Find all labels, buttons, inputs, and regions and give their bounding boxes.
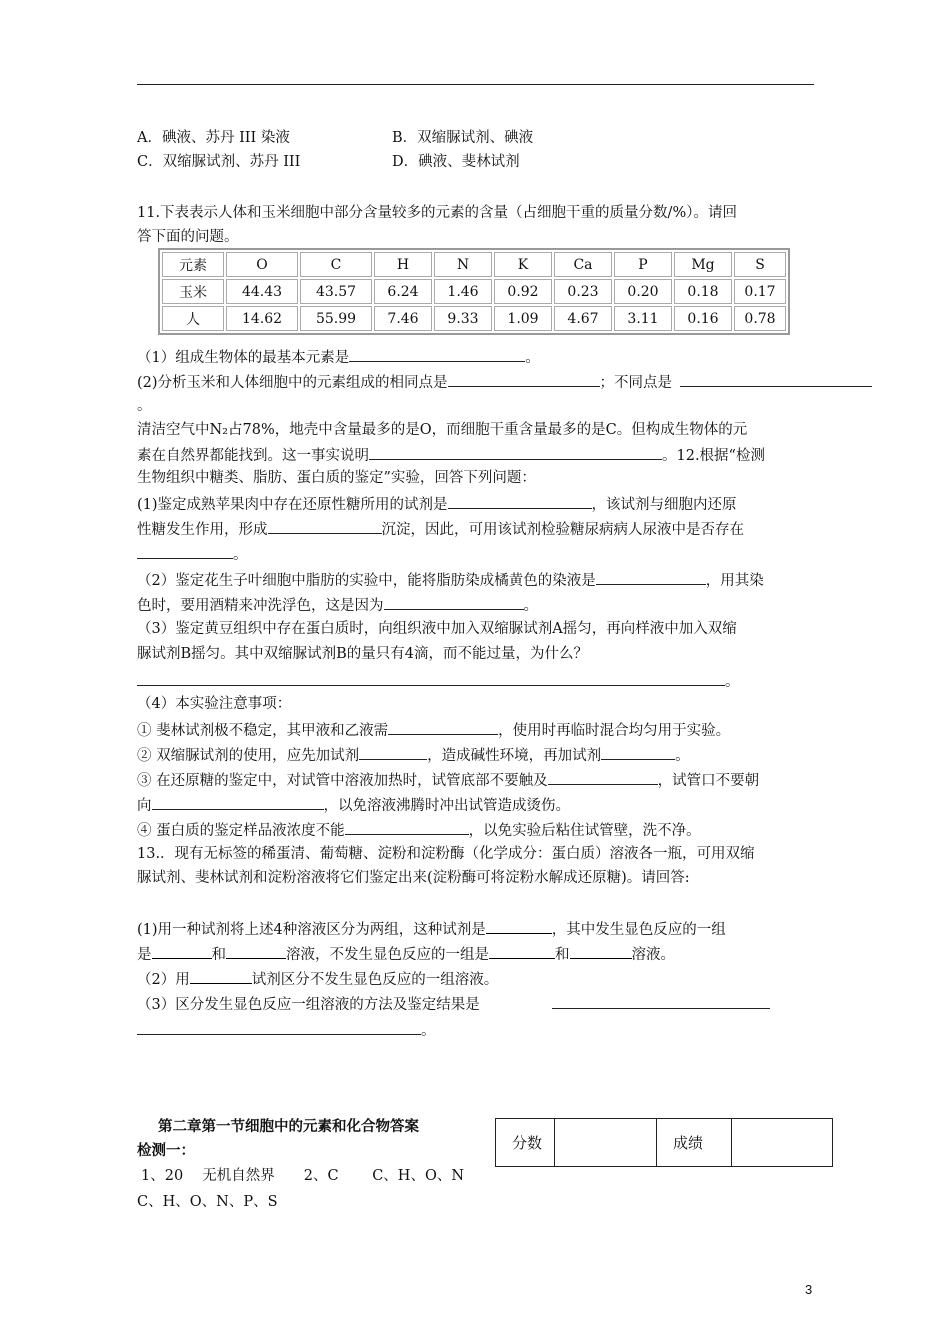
table-row xyxy=(162,252,786,277)
table-cell: 1.09 xyxy=(494,306,552,331)
answer-blank[interactable] xyxy=(137,670,725,686)
q13-part1-line1 xyxy=(137,918,726,940)
table-cell: 14.62 xyxy=(226,306,298,331)
answer-blank[interactable] xyxy=(448,371,600,387)
table-cell: 6.24 xyxy=(374,279,432,304)
answer-blank[interactable] xyxy=(486,918,552,934)
table-cell: Ca xyxy=(554,252,612,277)
q12-part1-line3 xyxy=(137,543,248,565)
option-b: B．双缩脲试剂、碘液 xyxy=(392,130,534,146)
answers-line2: C、H、O、N、P、S xyxy=(137,1194,278,1210)
table-cell: K xyxy=(494,252,552,277)
page-number: 3 xyxy=(805,1282,813,1297)
q11-part1 xyxy=(137,346,540,368)
q13-part3-line2 xyxy=(137,1019,436,1041)
q12-part3-line2: 脲试剂B摇匀。其中双缩脲试剂B的量只有4滴，而不能过量，为什么？ xyxy=(137,646,589,662)
answers-title: 第二章第一节细胞中的元素和化合物答案 xyxy=(158,1118,419,1135)
q12-note3-text2: ，试管口不要朝 xyxy=(657,773,760,789)
q12-note3-text4: ，以免溶液沸腾时冲出试管造成烫伤。 xyxy=(323,798,570,814)
q12-note3-text: ③ 在还原糖的鉴定中，对试管中溶液加热时，试管底部不要触及 xyxy=(137,773,548,789)
answer-blank[interactable] xyxy=(552,993,770,1009)
q11-part1-end: 。 xyxy=(525,350,540,366)
table-cell: C xyxy=(300,252,372,277)
answer-blank[interactable] xyxy=(152,794,324,810)
q12-part3-line1: （3）鉴定黄豆组织中存在蛋白质时，向组织液中加入双缩脲试剂A摇匀，再向样液中加入双缩 xyxy=(137,621,737,637)
table-cell: 玉米 xyxy=(162,279,224,304)
table-cell: 0.78 xyxy=(734,306,786,331)
q12-note1-text: ① 斐林试剂极不稳定，其甲液和乙液需 xyxy=(137,723,389,739)
table-cell: 55.99 xyxy=(300,306,372,331)
q12-note1-text2: ，使用时再临时混合均匀用于实验。 xyxy=(498,723,731,739)
table-cell: H xyxy=(374,252,432,277)
answer-blank[interactable] xyxy=(548,769,658,785)
element-table xyxy=(158,248,790,335)
q12-note4 xyxy=(137,819,701,841)
q13-line2: 脲试剂、斐林试剂和淀粉溶液将它们鉴定出来(淀粉酶可将淀粉水解成还原糖)。请回答: xyxy=(137,870,690,886)
q12-part1-text: (1)鉴定成熟苹果肉中存在还原性糖所用的试剂是 xyxy=(137,497,448,513)
table-cell: O xyxy=(226,252,298,277)
option-d: D．碘液、斐林试剂 xyxy=(392,154,520,170)
q13-part1-line2 xyxy=(137,943,675,965)
q13-line1: 13.．现有无标签的稀蛋清、葡萄糖、淀粉和淀粉酶（化学成分：蛋白质）溶液各一瓶，可用双缩 xyxy=(137,846,755,862)
answer-blank[interactable] xyxy=(596,569,706,585)
table-cell: 1.46 xyxy=(434,279,492,304)
q12-note2 xyxy=(137,744,690,766)
q13-part1-end: 溶液。 xyxy=(631,947,675,963)
q13-part3-line1 xyxy=(137,993,770,1015)
table-cell: 0.16 xyxy=(674,306,732,331)
q13-part3-end: 。 xyxy=(421,1023,436,1039)
q13-part1-and2: 和 xyxy=(555,947,570,963)
table-cell: 43.57 xyxy=(300,279,372,304)
answer-blank[interactable] xyxy=(137,543,233,559)
q13-part1-text: (1)用一种试剂将上述4种溶液区分为两组，这种试剂是 xyxy=(137,922,486,938)
answers-line1: 1、20 无机自然界 2、C C、H、O、N xyxy=(141,1168,465,1184)
q11-line1: 11.下表表示人体和玉米细胞中部分含量较多的元素的含量（占细胞干重的质量分数/%）。请回 xyxy=(137,205,737,221)
score-label: 分数 xyxy=(496,1119,555,1167)
table-cell: 4.67 xyxy=(554,306,612,331)
q11-line2: 答下面的问题。 xyxy=(137,229,239,245)
option-a: A．碘液、苏丹 III 染液 xyxy=(137,130,290,146)
q12-part2-line2 xyxy=(137,594,538,616)
answer-blank[interactable] xyxy=(388,719,498,735)
q11-fact-line1: 清洁空气中N₂占78%，地壳中含量最多的是O，而细胞干重含量最多的是C。但构成生物体的元 xyxy=(137,422,748,438)
option-c: C．双缩脲试剂、苏丹 III xyxy=(137,154,301,170)
q11-part1-text: （1）组成生物体的最基本元素是 xyxy=(137,350,350,366)
table-cell: 0.18 xyxy=(674,279,732,304)
q12-part3-line3 xyxy=(137,670,740,692)
q12-part1-end: 。 xyxy=(233,547,248,563)
answer-blank[interactable] xyxy=(190,968,252,984)
table-cell: N xyxy=(434,252,492,277)
answer-blank[interactable] xyxy=(349,346,525,362)
table-cell: 0.17 xyxy=(734,279,786,304)
table-cell: 9.33 xyxy=(434,306,492,331)
table-cell: 元素 xyxy=(162,252,224,277)
answer-blank[interactable] xyxy=(384,594,524,610)
answer-blank[interactable] xyxy=(369,444,662,460)
table-cell: 人 xyxy=(162,306,224,331)
grade-value-cell[interactable] xyxy=(732,1119,833,1167)
q12-part2-text2: ，用其染 xyxy=(705,573,764,589)
header-rule xyxy=(137,84,814,85)
q12-note4-text2: ，以免实验后粘住试管壁，洗不净。 xyxy=(468,823,701,839)
q13-part1-text4: 溶液，不发生显色反应的一组是 xyxy=(286,947,489,963)
table-row xyxy=(496,1119,833,1167)
answer-blank[interactable] xyxy=(570,943,632,959)
q12-note3-text3: 向 xyxy=(137,798,152,814)
answer-blank[interactable] xyxy=(680,371,872,387)
q11-part2 xyxy=(137,371,872,393)
answer-blank[interactable] xyxy=(345,819,469,835)
q12-intro-line: 生物组织中糖类、脂肪、蛋白质的鉴定”实验，回答下列问题： xyxy=(137,470,536,486)
table-cell: 44.43 xyxy=(226,279,298,304)
table-cell: Mg xyxy=(674,252,732,277)
table-cell: P xyxy=(614,252,672,277)
q12-intro: 。12.根据“检测 xyxy=(662,448,765,464)
q12-note3-line1 xyxy=(137,769,759,791)
q12-note2-text: ② 双缩脲试剂的使用，应先加试剂 xyxy=(137,748,360,764)
grade-label: 成绩 xyxy=(657,1119,732,1167)
answer-blank[interactable] xyxy=(359,744,427,760)
q13-part3-text: （3）区分发生显色反应一组溶液的方法及鉴定结果是 xyxy=(137,997,480,1013)
q13-part2 xyxy=(137,968,498,990)
score-value-cell[interactable] xyxy=(555,1119,657,1167)
answer-blank[interactable] xyxy=(489,943,555,959)
answer-blank[interactable] xyxy=(448,493,592,509)
table-cell: S xyxy=(734,252,786,277)
q12-note1 xyxy=(137,719,730,741)
score-table xyxy=(495,1118,833,1167)
answer-blank[interactable] xyxy=(268,518,382,534)
answer-blank[interactable] xyxy=(152,943,212,959)
answer-blank[interactable] xyxy=(226,943,286,959)
q12-part4-title: （4）本实验注意事项： xyxy=(137,696,292,712)
answer-blank[interactable] xyxy=(601,744,675,760)
answers-subtitle: 检测一： xyxy=(137,1142,195,1159)
q12-note3-line2 xyxy=(137,794,570,816)
q12-part2-end: 。 xyxy=(523,598,538,614)
q12-note2-end: 。 xyxy=(675,748,690,764)
table-cell: 0.92 xyxy=(494,279,552,304)
q13-part1-text2: ，其中发生显色反应的一组 xyxy=(551,922,726,938)
q12-note2-text2: ，造成碱性环境，再加试剂 xyxy=(427,748,602,764)
q12-part2-line1 xyxy=(137,569,764,591)
q11-part2-text: (2)分析玉米和人体细胞中的元素组成的相同点是 xyxy=(137,375,448,391)
q13-part2-text2: 试剂区分不发生显色反应的一组溶液。 xyxy=(251,972,499,988)
q13-part1-and1: 和 xyxy=(211,947,226,963)
q13-part2-text: （2）用 xyxy=(137,972,190,988)
q12-part1-text3: 性糖发生作用，形成 xyxy=(137,522,268,538)
q12-part2-text: （2）鉴定花生子叶细胞中脂肪的实验中，能将脂肪染成橘黄色的染液是 xyxy=(137,573,596,589)
table-cell: 3.11 xyxy=(614,306,672,331)
q12-part1-line1 xyxy=(137,493,737,515)
q12-part1-line2 xyxy=(137,518,744,540)
q11-fact-line2 xyxy=(137,444,765,466)
q11-fact-text: 素在自然界都能找到。这一事实说明 xyxy=(137,448,369,464)
q12-part1-text4: 沉淀，因此，可用该试剂检验糖尿病病人尿液中是否存在 xyxy=(381,522,744,538)
answer-blank[interactable] xyxy=(137,1019,421,1035)
q11-part2-mid: ；不同点是 xyxy=(599,375,673,391)
q12-part1-text2: ，该试剂与细胞内还原 xyxy=(591,497,737,513)
q12-part2-text3: 色时，要用酒精来冲洗浮色，这是因为 xyxy=(137,598,384,614)
q12-part3-end: 。 xyxy=(725,674,740,690)
q12-note4-text: ④ 蛋白质的鉴定样品液浓度不能 xyxy=(137,823,345,839)
table-cell: 0.23 xyxy=(554,279,612,304)
table-cell: 0.20 xyxy=(614,279,672,304)
table-row xyxy=(162,306,786,331)
table-row xyxy=(162,279,786,304)
q11-part2-end: 。 xyxy=(137,398,152,414)
table-cell: 7.46 xyxy=(374,306,432,331)
q13-part1-text3: 是 xyxy=(137,947,152,963)
